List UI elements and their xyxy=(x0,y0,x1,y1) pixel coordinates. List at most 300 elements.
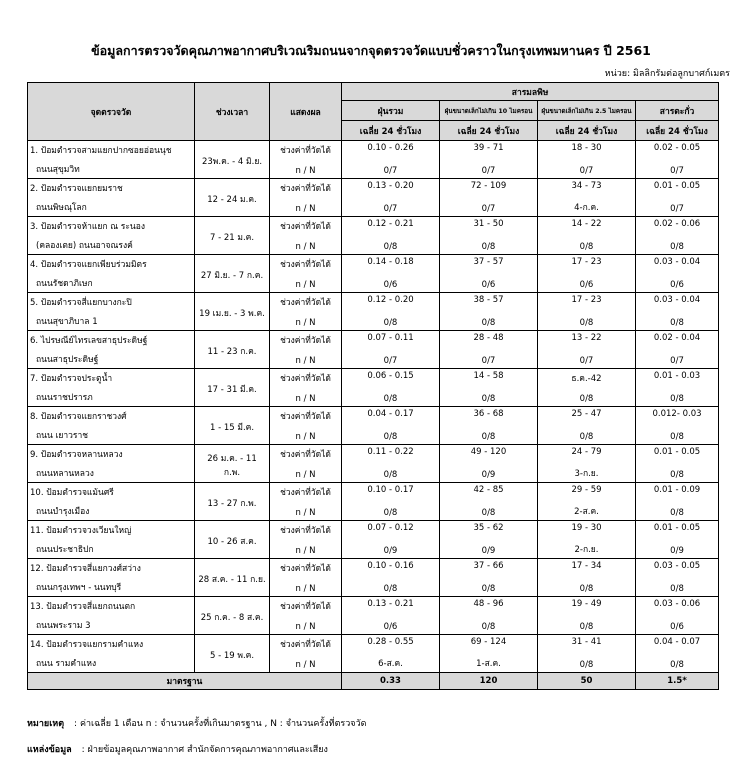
station-primary: 10. ป้อมตำรวจแม้นศรี xyxy=(30,488,114,498)
pm10-primary: 28 - 48 xyxy=(473,333,504,343)
lead-secondary: 0/8 xyxy=(670,660,684,670)
lead-cell xyxy=(636,179,719,217)
display-secondary: n / N xyxy=(295,432,316,442)
pm25-secondary: 3-ก.ย. xyxy=(574,469,599,479)
header-avg-lead: เฉลี่ย 24 ชั่วโมง xyxy=(636,121,719,141)
display-cell xyxy=(270,179,342,217)
header-avg-pm25: เฉลี่ย 24 ชั่วโมง xyxy=(538,121,636,141)
station-secondary: ถนนกรุงเทพฯ - นนทบุรี xyxy=(36,583,122,593)
lead-cell xyxy=(636,635,719,673)
period-secondary: ก.พ. xyxy=(223,467,241,478)
display-secondary: n / N xyxy=(295,622,316,632)
pm25-secondary: 4-ก.ค. xyxy=(574,203,599,213)
pm10-secondary: 0/8 xyxy=(481,242,496,252)
lead-secondary: 0/8 xyxy=(670,584,684,594)
tsp-secondary: 0/8 xyxy=(383,470,398,480)
period-cell xyxy=(195,597,270,635)
pm10-secondary: 0/9 xyxy=(481,470,496,480)
period-primary: 13 - 27 ก.พ. xyxy=(207,498,257,509)
display-secondary: n / N xyxy=(295,204,316,214)
standard-tsp: 0.33 xyxy=(342,673,440,690)
tsp-primary: 0.13 - 0.20 xyxy=(367,181,414,191)
pm25-primary: 34 - 73 xyxy=(571,181,602,191)
pm25-primary: 19 - 49 xyxy=(571,599,602,609)
station-secondary: ถนนสุขาภิบาล 1 xyxy=(36,317,98,327)
standard-pm10: 120 xyxy=(440,673,538,690)
display-cell xyxy=(270,445,342,483)
lead-cell xyxy=(636,369,719,407)
tsp-secondary: 0/6 xyxy=(383,280,398,290)
pm10-cell xyxy=(440,445,538,483)
lead-cell xyxy=(636,445,719,483)
tsp-cell xyxy=(342,445,440,483)
tsp-secondary: 0/8 xyxy=(383,432,398,442)
tsp-primary: 0.13 - 0.21 xyxy=(367,599,414,609)
station-secondary: ถนนพิษณุโลก xyxy=(36,203,87,213)
lead-secondary: 0/7 xyxy=(670,166,684,176)
pm25-secondary: 0/8 xyxy=(579,584,594,594)
tsp-cell xyxy=(342,179,440,217)
tsp-secondary: 0/9 xyxy=(383,546,398,556)
pm25-cell xyxy=(538,141,636,179)
pm10-cell xyxy=(440,559,538,597)
station-cell xyxy=(28,483,195,521)
lead-primary: 0.03 - 0.05 xyxy=(653,561,701,571)
table-row xyxy=(28,331,719,369)
pm25-secondary: 2-ส.ค. xyxy=(574,507,599,517)
header-pollutants: สารมลพิษ xyxy=(342,83,719,101)
table-row xyxy=(28,141,719,179)
header-avg-tsp: เฉลี่ย 24 ชั่วโมง xyxy=(342,121,440,141)
header-avg-pm10: เฉลี่ย 24 ชั่วโมง xyxy=(440,121,538,141)
display-secondary: n / N xyxy=(295,280,316,290)
standard-pm25: 50 xyxy=(538,673,636,690)
pm25-primary: 17 - 34 xyxy=(571,561,602,571)
pm25-cell xyxy=(538,483,636,521)
pm10-secondary: 0/6 xyxy=(481,280,496,290)
period-primary: 7 - 21 ม.ค. xyxy=(209,232,255,243)
pm25-primary: 13 - 22 xyxy=(571,333,602,343)
lead-primary: 0.03 - 0.06 xyxy=(653,599,701,609)
station-secondary: ถนน เยาวราช xyxy=(36,431,89,441)
pm10-cell xyxy=(440,407,538,445)
lead-primary: 0.02 - 0.05 xyxy=(653,143,701,153)
period-cell xyxy=(195,141,270,179)
table-body xyxy=(28,141,719,673)
pm25-primary: 31 - 41 xyxy=(571,637,602,647)
pm25-cell xyxy=(538,369,636,407)
pm10-cell xyxy=(440,331,538,369)
header-tsp: ฝุ่นรวม xyxy=(342,101,440,121)
pm25-primary: 14 - 22 xyxy=(571,219,602,229)
pm25-cell xyxy=(538,521,636,559)
lead-primary: 0.02 - 0.04 xyxy=(653,333,701,343)
pm10-cell xyxy=(440,597,538,635)
period-primary: 27 มิ.ย. - 7 ก.ค. xyxy=(200,270,264,281)
pm10-primary: 31 - 50 xyxy=(473,219,504,229)
header-display: แสดงผล xyxy=(270,83,342,141)
lead-cell xyxy=(636,217,719,255)
header-pm10: ฝุ่นขนาดเล็กไม่เกิน 10 ไมครอน xyxy=(440,101,538,121)
tsp-primary: 0.07 - 0.11 xyxy=(367,333,414,343)
tsp-primary: 0.11 - 0.22 xyxy=(367,447,414,457)
tsp-secondary: 0/8 xyxy=(383,394,398,404)
station-primary: 12. ป้อมตำรวจสี่แยกวงศ์สว่าง xyxy=(30,564,141,574)
lead-primary: 0.012- 0.03 xyxy=(652,409,702,419)
station-cell xyxy=(28,369,195,407)
tsp-primary: 0.06 - 0.15 xyxy=(367,371,414,381)
display-primary: ช่วงค่าที่วัดได้ xyxy=(280,412,331,422)
display-secondary: n / N xyxy=(295,546,316,556)
display-primary: ช่วงค่าที่วัดได้ xyxy=(280,184,331,194)
display-primary: ช่วงค่าที่วัดได้ xyxy=(280,564,331,574)
pm25-cell xyxy=(538,293,636,331)
display-cell xyxy=(270,559,342,597)
lead-secondary: 0/8 xyxy=(670,242,684,252)
period-primary: 5 - 19 พ.ค. xyxy=(209,650,255,661)
pm10-primary: 37 - 57 xyxy=(473,257,504,267)
remark-note xyxy=(27,716,366,730)
display-cell xyxy=(270,293,342,331)
tsp-primary: 0.10 - 0.16 xyxy=(367,561,414,571)
display-primary: ช่วงค่าที่วัดได้ xyxy=(280,374,331,384)
station-cell xyxy=(28,217,195,255)
pm25-secondary: 0/8 xyxy=(579,622,594,632)
tsp-secondary: 0/6 xyxy=(383,622,398,632)
pm10-cell xyxy=(440,179,538,217)
pm25-primary: 24 - 79 xyxy=(571,447,602,457)
lead-primary: 0.03 - 0.04 xyxy=(653,257,701,267)
pm10-cell xyxy=(440,521,538,559)
pm25-cell xyxy=(538,407,636,445)
display-primary: ช่วงค่าที่วัดได้ xyxy=(280,488,331,498)
tsp-primary: 0.14 - 0.18 xyxy=(367,257,414,267)
pm10-primary: 69 - 124 xyxy=(470,637,507,647)
lead-secondary: 0/6 xyxy=(670,280,684,290)
station-primary: 6. ไปรษณีย์ไทรเลขสาธุประดิษฐ์ xyxy=(30,336,148,346)
station-primary: 1. ป้อมตำรวจสามแยกปากซอยอ่อนนุช xyxy=(30,146,172,156)
pm10-secondary: 0/9 xyxy=(481,546,496,556)
pm10-secondary: 0/8 xyxy=(481,318,496,328)
period-primary: 25 ก.ค. - 8 ส.ค. xyxy=(200,612,264,623)
station-primary: 3. ป้อมตำรวจห้าแยก ณ ระนอง xyxy=(30,222,145,232)
tsp-primary: 0.12 - 0.20 xyxy=(367,295,414,305)
lead-secondary: 0/8 xyxy=(670,394,684,404)
pm10-primary: 39 - 71 xyxy=(473,143,504,153)
page-title: ข้อมูลการตรวจวัดคุณภาพอากาศบริเวณริมถนนจากจุดตรวจวัดแบบชั่วคราวในกรุงเทพมหานคร ปี 2561 xyxy=(91,43,651,58)
air-quality-table xyxy=(27,82,719,690)
station-cell xyxy=(28,141,195,179)
lead-primary: 0.01 - 0.05 xyxy=(653,523,701,533)
table-row xyxy=(28,521,719,559)
pm10-primary: 72 - 109 xyxy=(470,181,507,191)
period-primary: 17 - 31 มี.ค. xyxy=(207,384,257,395)
station-primary: 7. ป้อมตำรวจประตูน้ำ xyxy=(30,374,113,384)
table-row xyxy=(28,445,719,483)
lead-secondary: 0/7 xyxy=(670,204,684,214)
period-primary: 26 ม.ค. - 11 xyxy=(207,453,257,464)
display-secondary: n / N xyxy=(295,166,316,176)
period-cell xyxy=(195,331,270,369)
header-period: ช่วงเวลา xyxy=(195,83,270,141)
display-primary: ช่วงค่าที่วัดได้ xyxy=(280,222,331,232)
lead-primary: 0.03 - 0.04 xyxy=(653,295,701,305)
display-primary: ช่วงค่าที่วัดได้ xyxy=(280,336,331,346)
display-secondary: n / N xyxy=(295,318,316,328)
period-primary: 11 - 23 ก.ค. xyxy=(207,346,257,357)
display-primary: ช่วงค่าที่วัดได้ xyxy=(280,526,331,536)
display-cell xyxy=(270,597,342,635)
station-cell xyxy=(28,293,195,331)
display-cell xyxy=(270,141,342,179)
pm25-secondary: 0/8 xyxy=(579,394,594,404)
table-row xyxy=(28,293,719,331)
pm10-cell xyxy=(440,369,538,407)
station-primary: 2. ป้อมตำรวจแยกยมราช xyxy=(30,184,123,194)
station-cell xyxy=(28,255,195,293)
pm10-primary: 38 - 57 xyxy=(473,295,504,305)
display-cell xyxy=(270,483,342,521)
lead-cell xyxy=(636,559,719,597)
header-station: จุดตรวจวัด xyxy=(28,83,195,141)
period-cell xyxy=(195,369,270,407)
standard-row xyxy=(28,673,719,690)
pm25-cell xyxy=(538,179,636,217)
pm25-cell xyxy=(538,559,636,597)
pm25-primary: 19 - 30 xyxy=(571,523,602,533)
display-secondary: n / N xyxy=(295,394,316,404)
station-secondary: ถนนหลานหลวง xyxy=(36,469,94,479)
lead-cell xyxy=(636,521,719,559)
display-secondary: n / N xyxy=(295,356,316,366)
station-secondary: ถนนบำรุงเมือง xyxy=(36,507,90,517)
source-note xyxy=(27,742,328,756)
lead-primary: 0.01 - 0.05 xyxy=(653,181,701,191)
pm25-primary: 17 - 23 xyxy=(571,295,602,305)
pm25-secondary: 0/8 xyxy=(579,318,594,328)
period-cell xyxy=(195,483,270,521)
station-primary: 9. ป้อมตำรวจหลานหลวง xyxy=(30,450,123,460)
tsp-primary: 0.07 - 0.12 xyxy=(367,523,414,533)
station-cell xyxy=(28,331,195,369)
pm10-primary: 37 - 66 xyxy=(473,561,504,571)
remark-text: : ค่าเฉลี่ย 1 เดือน n : จำนวนครั้งที่เกินมาตรฐาน , N : จำนวนครั้งที่ตรวจวัด xyxy=(74,719,367,729)
pm25-secondary: 0/6 xyxy=(579,280,594,290)
display-secondary: n / N xyxy=(295,660,316,670)
pm10-secondary: 0/8 xyxy=(481,508,496,518)
period-primary: 28 ส.ค. - 11 ก.ย. xyxy=(198,574,266,585)
table-row xyxy=(28,255,719,293)
pm10-primary: 14 - 58 xyxy=(473,371,504,381)
period-cell xyxy=(195,293,270,331)
station-primary: 4. ป้อมตำรวจแยกเพียบร่วมมิตร xyxy=(30,260,147,270)
tsp-secondary: 6-ส.ค. xyxy=(378,659,403,669)
table-row xyxy=(28,635,719,673)
display-secondary: n / N xyxy=(295,470,316,480)
station-secondary: ถนนประชาธิปก xyxy=(36,545,94,555)
station-cell xyxy=(28,179,195,217)
lead-secondary: 0/6 xyxy=(670,622,684,632)
display-cell xyxy=(270,521,342,559)
lead-secondary: 0/8 xyxy=(670,432,684,442)
station-cell xyxy=(28,445,195,483)
pm25-secondary: 0/8 xyxy=(579,432,594,442)
table-row xyxy=(28,217,719,255)
station-primary: 8. ป้อมตำรวจแยกราชวงศ์ xyxy=(30,412,127,422)
header-pm25: ฝุ่นขนาดเล็กไม่เกิน 2.5 ไมครอน xyxy=(538,101,636,121)
pm10-cell xyxy=(440,483,538,521)
lead-cell xyxy=(636,255,719,293)
tsp-cell xyxy=(342,331,440,369)
unit-label: หน่วย: มิลลิกรัมต่อลูกบาศก์เมตร xyxy=(604,69,730,79)
tsp-primary: 0.28 - 0.55 xyxy=(367,637,414,647)
tsp-cell xyxy=(342,483,440,521)
display-primary: ช่วงค่าที่วัดได้ xyxy=(280,298,331,308)
period-cell xyxy=(195,217,270,255)
tsp-cell xyxy=(342,407,440,445)
pm25-cell xyxy=(538,331,636,369)
pm25-primary: 18 - 30 xyxy=(571,143,602,153)
pm10-secondary: 1-ส.ค. xyxy=(476,659,501,669)
tsp-secondary: 0/8 xyxy=(383,318,398,328)
lead-primary: 0.01 - 0.03 xyxy=(653,371,701,381)
standard-lead: 1.5* xyxy=(636,673,719,690)
period-cell xyxy=(195,407,270,445)
display-secondary: n / N xyxy=(295,242,316,252)
source-label: แหล่งข้อมูล xyxy=(27,745,72,755)
station-secondary: ถนนสาธุประดิษฐ์ xyxy=(36,355,99,365)
display-cell xyxy=(270,217,342,255)
tsp-cell xyxy=(342,521,440,559)
table-row xyxy=(28,179,719,217)
period-cell xyxy=(195,559,270,597)
station-secondary: ถนน รามคำแหง xyxy=(36,659,97,669)
display-cell xyxy=(270,331,342,369)
tsp-cell xyxy=(342,635,440,673)
pm25-secondary: 0/8 xyxy=(579,660,594,670)
display-cell xyxy=(270,407,342,445)
pm10-primary: 49 - 120 xyxy=(470,447,507,457)
period-primary: 23พ.ค. - 4 มิ.ย. xyxy=(201,156,263,167)
station-cell xyxy=(28,635,195,673)
lead-secondary: 0/8 xyxy=(670,508,684,518)
tsp-cell xyxy=(342,293,440,331)
pm10-cell xyxy=(440,635,538,673)
source-text: : ฝ่ายข้อมูลคุณภาพอากาศ สำนักจัดการคุณภาพอากาศและเสียง xyxy=(81,745,328,755)
tsp-secondary: 0/7 xyxy=(383,356,398,366)
period-primary: 10 - 26 ส.ค. xyxy=(207,536,257,547)
lead-secondary: 0/7 xyxy=(670,356,684,366)
lead-primary: 0.01 - 0.05 xyxy=(653,447,701,457)
remark-label: หมายเหตุ xyxy=(27,719,65,729)
station-secondary: ถนนสุขุมวิท xyxy=(36,165,80,175)
station-secondary: (คลองเตย) ถนนอาจณรงค์ xyxy=(36,241,133,251)
display-cell xyxy=(270,369,342,407)
pm25-cell xyxy=(538,597,636,635)
period-primary: 1 - 15 มี.ค. xyxy=(209,422,255,433)
pm10-secondary: 0/8 xyxy=(481,394,496,404)
pm10-primary: 42 - 85 xyxy=(473,485,504,495)
tsp-primary: 0.12 - 0.21 xyxy=(367,219,414,229)
lead-secondary: 0/8 xyxy=(670,470,684,480)
station-secondary: ถนนรัชดาภิเษก xyxy=(36,279,93,289)
pm10-secondary: 0/8 xyxy=(481,432,496,442)
table-row xyxy=(28,597,719,635)
tsp-secondary: 0/8 xyxy=(383,242,398,252)
pm10-primary: 48 - 96 xyxy=(473,599,504,609)
lead-cell xyxy=(636,293,719,331)
display-cell xyxy=(270,635,342,673)
pm10-secondary: 0/7 xyxy=(481,356,496,366)
pm25-cell xyxy=(538,445,636,483)
pm25-primary: 29 - 59 xyxy=(571,485,602,495)
pm25-cell xyxy=(538,635,636,673)
display-primary: ช่วงค่าที่วัดได้ xyxy=(280,450,331,460)
pm25-secondary: 0/7 xyxy=(579,356,594,366)
station-cell xyxy=(28,521,195,559)
tsp-secondary: 0/8 xyxy=(383,584,398,594)
display-secondary: n / N xyxy=(295,508,316,518)
lead-cell xyxy=(636,483,719,521)
pm25-primary: 25 - 47 xyxy=(571,409,602,419)
pm25-secondary: 2-ก.ย. xyxy=(574,545,599,555)
lead-primary: 0.02 - 0.06 xyxy=(653,219,701,229)
tsp-secondary: 0/8 xyxy=(383,508,398,518)
tsp-secondary: 0/7 xyxy=(383,166,398,176)
station-primary: 13. ป้อมตำรวจสี่แยกถนนตก xyxy=(30,602,136,612)
station-cell xyxy=(28,559,195,597)
lead-cell xyxy=(636,407,719,445)
pm10-secondary: 0/7 xyxy=(481,166,496,176)
pm25-secondary: 0/8 xyxy=(579,242,594,252)
period-cell xyxy=(195,521,270,559)
lead-cell xyxy=(636,597,719,635)
lead-cell xyxy=(636,141,719,179)
period-cell xyxy=(195,255,270,293)
tsp-cell xyxy=(342,369,440,407)
pm10-primary: 36 - 68 xyxy=(473,409,504,419)
pm10-cell xyxy=(440,255,538,293)
pm10-primary: 35 - 62 xyxy=(473,523,504,533)
tsp-primary: 0.04 - 0.17 xyxy=(367,409,414,419)
table-row xyxy=(28,407,719,445)
lead-primary: 0.01 - 0.09 xyxy=(653,485,701,495)
display-primary: ช่วงค่าที่วัดได้ xyxy=(280,146,331,156)
display-primary: ช่วงค่าที่วัดได้ xyxy=(280,640,331,650)
pm10-secondary: 0/8 xyxy=(481,584,496,594)
pm25-cell xyxy=(538,255,636,293)
pm10-secondary: 0/7 xyxy=(481,204,496,214)
header-lead: สารตะกั่ว xyxy=(636,101,719,121)
station-primary: 11. ป้อมตำรวจวงเวียนใหญ่ xyxy=(30,526,132,536)
display-secondary: n / N xyxy=(295,584,316,594)
period-cell xyxy=(195,445,270,483)
display-cell xyxy=(270,255,342,293)
station-secondary: ถนนพระราม 3 xyxy=(36,621,91,631)
pm10-cell xyxy=(440,141,538,179)
lead-primary: 0.04 - 0.07 xyxy=(653,637,701,647)
tsp-cell xyxy=(342,141,440,179)
standard-label: มาตรฐาน xyxy=(28,673,342,690)
station-primary: 14. ป้อมตำรวจแยกรามคำแหง xyxy=(30,640,144,650)
period-primary: 19 เม.ย. - 3 พ.ค. xyxy=(199,308,265,319)
period-cell xyxy=(195,179,270,217)
display-primary: ช่วงค่าที่วัดได้ xyxy=(280,260,331,270)
table-row xyxy=(28,483,719,521)
pm25-cell xyxy=(538,217,636,255)
pm10-secondary: 0/8 xyxy=(481,622,496,632)
lead-secondary: 0/8 xyxy=(670,318,684,328)
